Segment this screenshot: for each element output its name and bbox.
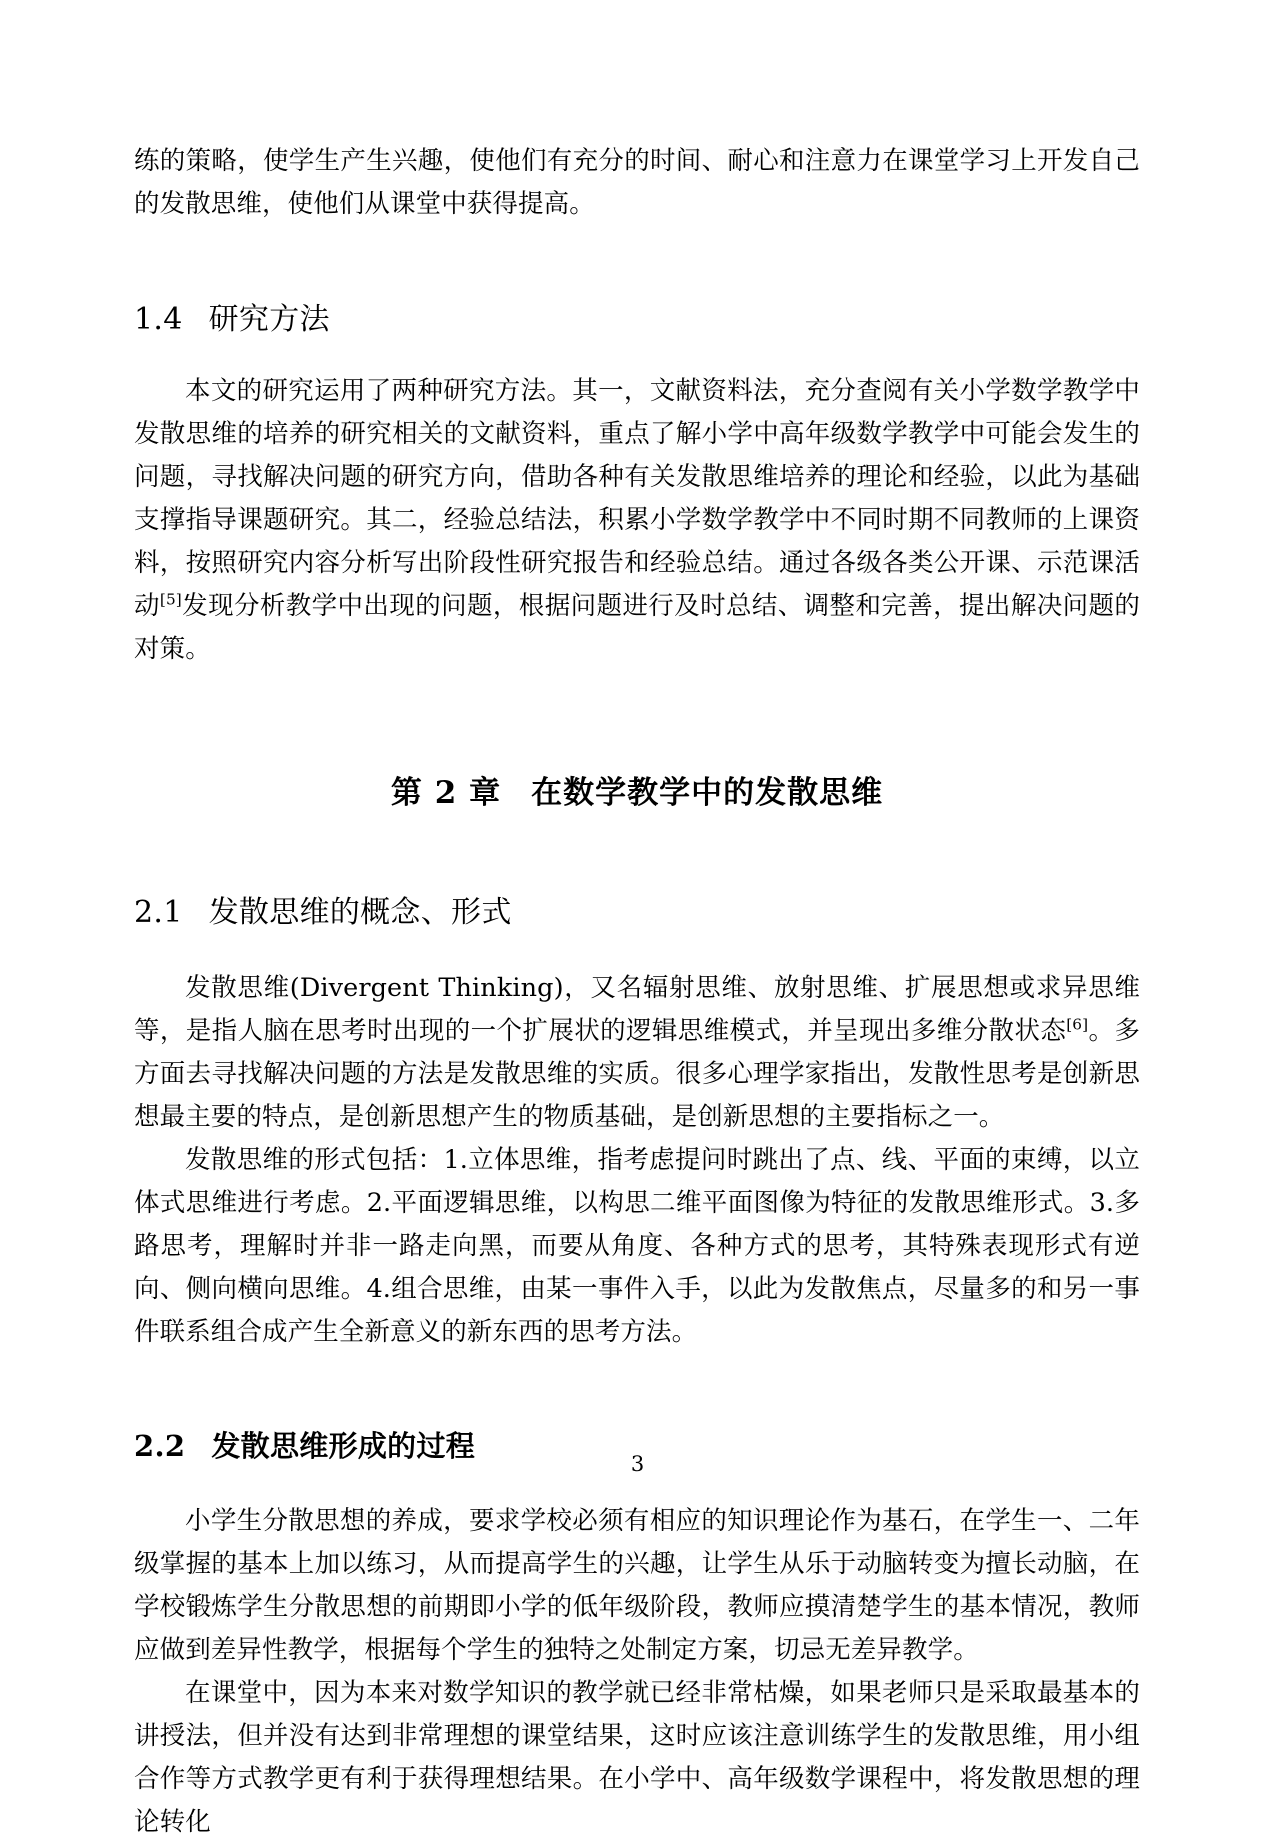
paragraph-2-2-second: 在课堂中，因为本来对数学知识的教学就已经非常枯燥，如果老师只是采取最基本的讲授法，但并没有达到非常理想的课堂结果，这时应该注意训练学生的发散思维，用小组合作等方式教学更有利于获得理想结果。在小学中、高年级数学课程中，将发散思想的理论转化 xyxy=(134,1678,1140,1837)
paragraph-1-4-text-part1: 本文的研究运用了两种研究方法。其一，文献资料法，充分查阅有关小学数学教学中发散思维的培养的研究相关的文献资料，重点了解小学中高年级数学教学中可能会发生的问题，寻找解决问题的研究方向，借助各种有关发散思维培养的理论和经验，以此为基础支撑指导课题研究。其二，经验总结法，积累小学数学教学中不同时期不同教师的上课资料，按照研究内容分析写出阶段性研究报告和经验总结。通过各级各类公开课、示范课活动 xyxy=(134,376,1140,621)
heading-section-1-4 xyxy=(134,300,1140,340)
spacer-before-section-2-2 xyxy=(134,1354,1140,1426)
continued-paragraph: 练的策略，使学生产生兴趣，使他们有充分的时间、耐心和注意力在课堂学习上开发自己的发散思维，使他们从课堂中获得提高。 xyxy=(134,146,1140,219)
spacer-after-section-1-4-heading xyxy=(134,340,1140,370)
spacer-before-section-1-4 xyxy=(134,226,1140,300)
heading-2-2-title: 发散思维形成的过程 xyxy=(211,1429,476,1463)
paragraph-2-1-first xyxy=(134,967,1140,1139)
heading-2-2-number: 2.2 xyxy=(134,1429,186,1463)
paragraph-2-1-second: 发散思维的形式包括：1.立体思维，指考虑提问时跳出了点、线、平面的束缚，以立体式思维进行考虑。2.平面逻辑思维，以构思二维平面图像为特征的发散思维形式。3.多路思考，理解时并非一路走向黑，而要从角度、各种方式的思考，其特殊表现形式有逆向、侧向横向思维。4.组合思维，由某一事件入手，以此为发散焦点，尽量多的和另一事件联系组合成产生全新意义的新东西的思考方法。 xyxy=(134,1145,1140,1347)
paragraph-section-1-4 xyxy=(134,370,1140,671)
citation-reference-5: [5] xyxy=(159,590,182,609)
heading-1-4-title: 研究方法 xyxy=(208,302,330,337)
spacer-after-section-2-1-heading xyxy=(134,933,1140,967)
heading-1-4-number: 1.4 xyxy=(134,302,183,337)
spacer-after-chapter-title xyxy=(134,815,1140,893)
spacer-before-chapter-title xyxy=(134,671,1140,771)
chapter-2-title: 在数学教学中的发散思维 xyxy=(531,775,884,811)
heading-2-1-number: 2.1 xyxy=(134,895,183,930)
paragraph-2-1-text-part1: 发散思维(Divergent Thinking)，又名辐射思维、放射思维、扩展思想或求异思维等，是指人脑在思考时出现的一个扩展状的逻辑思维模式，并呈现出多维分散状态 xyxy=(134,973,1140,1046)
page-number: 3 xyxy=(630,1452,645,1476)
paragraph-2-1-text-part2: 。多方面去寻找解决问题的方法是发散思维的实质。很多心理学家指出，发散性思考是创新思想最主要的特点，是创新思想产生的物质基础，是创新思想的主要指标之一。 xyxy=(134,1016,1140,1132)
citation-reference-6: [6] xyxy=(1066,1015,1089,1034)
heading-chapter-2 xyxy=(134,771,1140,815)
heading-2-1-title: 发散思维的概念、形式 xyxy=(208,895,512,930)
chapter-2-label: 第 2 章 xyxy=(390,775,502,811)
paragraph-1-4-text-part2: 发现分析教学中出现的问题，根据问题进行及时总结、调整和完善，提出解决问题的对策。 xyxy=(134,591,1141,664)
page-content xyxy=(134,140,1140,1844)
paragraph-2-2-first: 小学生分散思想的养成，要求学校必须有相应的知识理论作为基石，在学生一、二年级掌握的基本上加以练习，从而提高学生的兴趣，让学生从乐于动脑转变为擅长动脑，在学校锻炼学生分散思想的前期即小学的低年级阶段，教师应摸清楚学生的基本情况，教师应做到差异性教学，根据每个学生的独特之处制定方案，切忌无差异教学。 xyxy=(134,1506,1140,1665)
heading-section-2-1 xyxy=(134,893,1140,933)
